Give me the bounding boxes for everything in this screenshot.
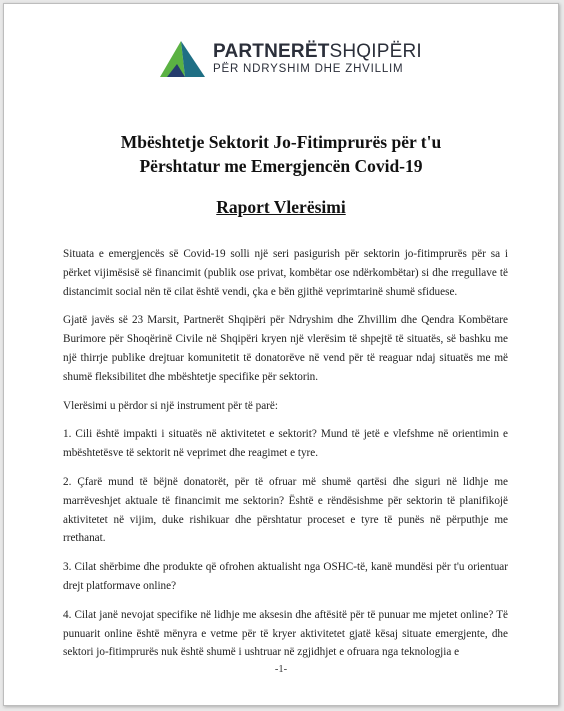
document-title — [4, 130, 558, 178]
paragraph-question-1: 1. Cili është impakti i situatës në aktivitetet e sektorit? Mund të jetë e vlefshme në orientimin e mbështetësve të sektorit në veprimet dhe reagimet e tyre. — [63, 428, 508, 460]
paragraph-question-2: 2. Çfarë mund të bëjnë donatorët, për të ofruar më shumë qartësi dhe siguri në lidhje me marrëveshjet aktuale të financimit me sektorin? Është e rëndësishme për sektorin të planifikojë aktivitetet në vijim, duke rishikuar dhe përshtatur proceset e tyre të punës në përputhje me rrethanat. — [63, 475, 508, 545]
title-line-2: Përshtatur me Emergjencën Covid-19 — [139, 156, 423, 176]
paragraph-intro: Situata e emergjencës së Covid-19 solli një seri pasigurish për sektorin jo-fitimprurës për sa i përket vijimësisë së financimit (publik ose privat, kombëtar ose ndërkombëtar) si dhe rregullave të distancimit social nën të cilat është vendi, çka e bën gjithë veprimtarinë shumë sfiduese. — [63, 248, 508, 298]
logo — [159, 40, 422, 78]
logo-brand-bold: PARTNERËT — [213, 41, 330, 63]
logo-brand — [213, 42, 422, 61]
logo-brand-light: SHQIPËRI — [329, 41, 422, 63]
paragraph-assessment: Gjatë javës së 23 Marsit, Partnerët Shqipëri për Ndryshim dhe Zhvillim dhe Qendra Kombëtare Burimore për Shoqërinë Civile në Shqipëri kryen një vlerësim të shpejtë të situatës, së bashku me një thirrje publike drejtuar komunitetit të donatorëve në vend për të reaguar ndaj situatës me më shumë fleksibilitet dhe mbështetje specifike për sektorin. — [63, 314, 508, 383]
document-subtitle: Raport Vlerësimi — [216, 197, 346, 217]
paragraph-question-3: 3. Cilat shërbime dhe produkte që ofrohen aktualisht nga OSHC-të, kanë mundësi për t'u orientuar drejt platformave online? — [63, 561, 508, 592]
paragraph-purpose: Vlerësimi u përdor si një instrument për të parë: — [63, 399, 278, 412]
document-page — [3, 3, 559, 706]
logo-mark-icon — [159, 40, 207, 78]
logo-tagline: PËR NDRYSHIM DHE ZHVILLIM — [213, 63, 404, 76]
document-body — [63, 245, 508, 672]
page-number: -1- — [274, 664, 288, 675]
paragraph-question-4: 4. Cilat janë nevojat specifike në lidhje me aksesin dhe aftësitë për të punuar me mjetet online? Të punuarit online është mënyra e vetme për të kryer aktivitetet gjatë kësaj situate emergjente, dhe sektori jo-fitimprurës nuk është shumë i ushtruar në zgjidhjet e ofruara nga teknologjia e — [63, 608, 508, 659]
title-line-1: Mbështetje Sektorit Jo-Fitimprurës për t'u — [120, 132, 442, 152]
